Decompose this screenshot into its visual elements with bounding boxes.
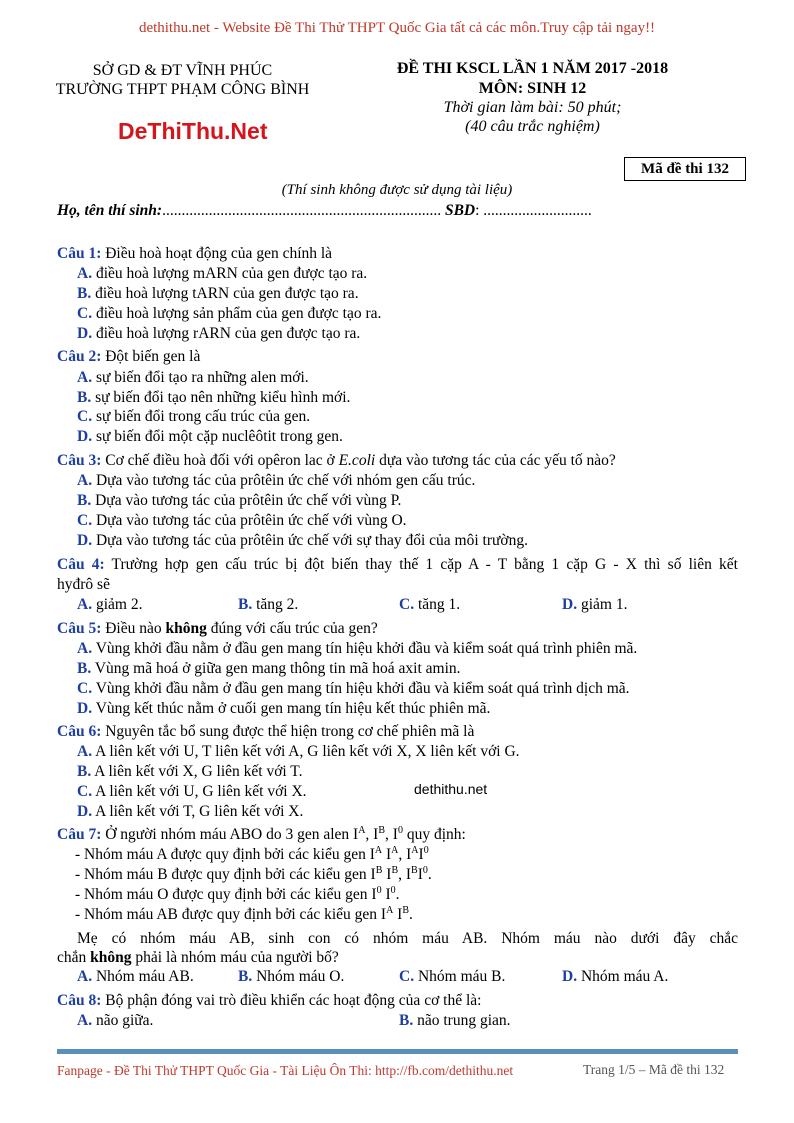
school-name: TRƯỜNG THPT PHẠM CÔNG BÌNH	[55, 81, 310, 98]
question-4: Câu 4: Trường hợp gen cấu trúc bị đột biến thay thế 1 cặp A - T bằng 1 cặp G - X thì số liên kết	[57, 556, 738, 573]
q1-option-b: B. điều hoà lượng tARN của gen được tạo ra.	[77, 285, 359, 302]
q7-line-group-o: - Nhóm máu O được quy định bởi các kiểu gen $I^0$ $I^0$.	[75, 884, 400, 903]
footer-fanpage-link[interactable]: Fanpage - Đề Thi Thử THPT Quốc Gia - Tài Liệu Ôn Thi: http://fb.com/dethithu.net	[57, 1063, 514, 1078]
q1-option-d: D. điều hoà lượng rARN của gen được tạo ra.	[77, 325, 361, 342]
q7-option-b: B. Nhóm máu O.	[238, 968, 345, 985]
footer-page-info: Trang 1/5 – Mã đề thi 132	[583, 1062, 725, 1077]
q5-option-a: A. Vùng khởi đầu nằm ở đầu gen mang tín hiệu khởi đầu và kiểm soát quá trình phiên mã.	[77, 640, 638, 657]
q4-option-a: A. giảm 2.	[77, 596, 143, 613]
brand-logo-text: DeThiThu.Net	[118, 118, 268, 144]
q7-option-d: D. Nhóm máu A.	[562, 968, 669, 985]
q2-option-b: B. sự biến đổi tạo nên những kiểu hình mới.	[77, 389, 351, 406]
q4-option-b: B. tăng 2.	[238, 596, 299, 613]
q4-option-d: D. giảm 1.	[562, 596, 628, 613]
q8-option-a: A. não giữa.	[77, 1012, 154, 1029]
footer-divider	[57, 1049, 738, 1054]
q5-option-b: B. Vùng mã hoá ở giữa gen mang thông tin mã hoá axit amin.	[77, 660, 461, 677]
q7-paragraph: Mẹ có nhóm máu AB, sinh con có nhóm máu AB. Nhóm máu nào dưới đây chắc	[77, 930, 738, 947]
q2-option-d: D. sự biến đổi một cặp nuclêôtit trong gen.	[77, 428, 343, 445]
q7-line-group-b: - Nhóm máu B được quy định bởi các kiểu gen $I^B$ $I^B$, $I^BI^0$.	[75, 864, 432, 883]
q6-option-c: C. A liên kết với U, G liên kết với X.	[77, 783, 307, 800]
watermark-text: dethithu.net	[414, 781, 488, 797]
question-8: Câu 8: Bộ phận đóng vai trò điều khiển các hoạt động của cơ thể là:	[57, 992, 482, 1009]
department-name: SỞ GD & ĐT VĨNH PHÚC	[92, 62, 273, 79]
q7-option-c: C. Nhóm máu B.	[399, 968, 506, 985]
q3-option-c: C. Dựa vào tương tác của prôtêin ức chế với vùng O.	[77, 512, 407, 529]
q6-option-d: D. A liên kết với T, G liên kết với X.	[77, 803, 304, 820]
q7-line-group-a: - Nhóm máu A được quy định bởi các kiểu gen $I^A$ $I^A$, $I^AI^0$	[75, 844, 429, 863]
q4-option-c: C. tăng 1.	[399, 596, 461, 613]
exam-question-count: (40 câu trắc nghiệm)	[465, 118, 600, 135]
question-5: Câu 5: Điều nào không đúng với cấu trúc của gen?	[57, 620, 378, 637]
question-label: Câu 1:	[57, 245, 102, 262]
q2-option-a: A. sự biến đổi tạo ra những alen mới.	[77, 369, 309, 386]
question-2: Câu 2: Đột biến gen là	[57, 348, 201, 365]
q3-option-a: A. Dựa vào tương tác của prôtêin ức chế với nhóm gen cấu trúc.	[77, 472, 476, 489]
q1-option-c: C. điều hoà lượng sản phẩm của gen được tạo ra.	[77, 305, 382, 322]
q3-option-b: B. Dựa vào tương tác của prôtêin ức chế với vùng P.	[77, 492, 402, 509]
q2-option-c: C. sự biến đổi trong cấu trúc của gen.	[77, 408, 311, 425]
q5-option-d: D. Vùng kết thúc nằm ở cuối gen mang tín hiệu kết thúc phiên mã.	[77, 700, 491, 717]
student-info-line	[57, 202, 592, 220]
question-6: Câu 6: Nguyên tắc bổ sung được thể hiện trong cơ chế phiên mã là	[57, 723, 475, 740]
question-3: Câu 3: Cơ chế điều hoà đối với opêron lac ở E.coli dựa vào tương tác của các yếu tố nào?	[57, 452, 616, 469]
name-label: Họ, tên thí sinh:	[57, 202, 163, 219]
question-4-continuation: hyđrô sẽ	[57, 576, 110, 593]
question-1	[57, 245, 332, 263]
q1-option-a: A. điều hoà lượng mARN của gen được tạo ra.	[77, 265, 368, 282]
top-banner-link[interactable]: dethithu.net - Website Đề Thi Thử THPT Quốc Gia tất cả các môn.Truy cập tải ngay!!	[138, 20, 656, 36]
q6-option-b: B. A liên kết với X, G liên kết với T.	[77, 763, 303, 780]
question-7: Câu 7: Ở người nhóm máu ABO do 3 gen alen $I^A$, $I^B$, $I^0$ quy định:	[57, 824, 466, 843]
q6-option-a: A. A liên kết với U, T liên kết với A, G liên kết với X, X liên kết với G.	[77, 743, 520, 760]
q8-option-b: B. não trung gian.	[399, 1012, 511, 1029]
exam-time: Thời gian làm bài: 50 phút;	[443, 99, 622, 116]
sbd-field: : ............................	[475, 202, 592, 219]
q3-option-d: D. Dựa vào tương tác của prôtêin ức chế với sự thay đổi của môi trường.	[77, 532, 528, 549]
q7-option-a: A. Nhóm máu AB.	[77, 968, 194, 985]
exam-title: ĐỀ THI KSCL LẦN 1 NĂM 2017 -2018	[396, 60, 669, 77]
q7-line-group-ab: - Nhóm máu AB được quy định bởi các kiểu gen $I^A$ $I^B$.	[75, 904, 413, 923]
q5-option-c: C. Vùng khởi đầu nằm ở đầu gen mang tín hiệu khởi đầu và kiểm soát quá trình dịch mã.	[77, 680, 630, 697]
notice: (Thí sinh không được sử dụng tài liệu)	[281, 182, 513, 198]
question-text: Điều hoà hoạt động của gen chính là	[101, 245, 333, 262]
exam-code-box: Mã đề thi 132	[624, 157, 746, 181]
q7-paragraph-continuation: chắn không phải là nhóm máu của người bố?	[57, 949, 339, 966]
sbd-label: SBD	[444, 202, 476, 219]
name-field: ........................................................................	[162, 202, 442, 219]
exam-subject: MÔN: SINH 12	[478, 80, 587, 97]
